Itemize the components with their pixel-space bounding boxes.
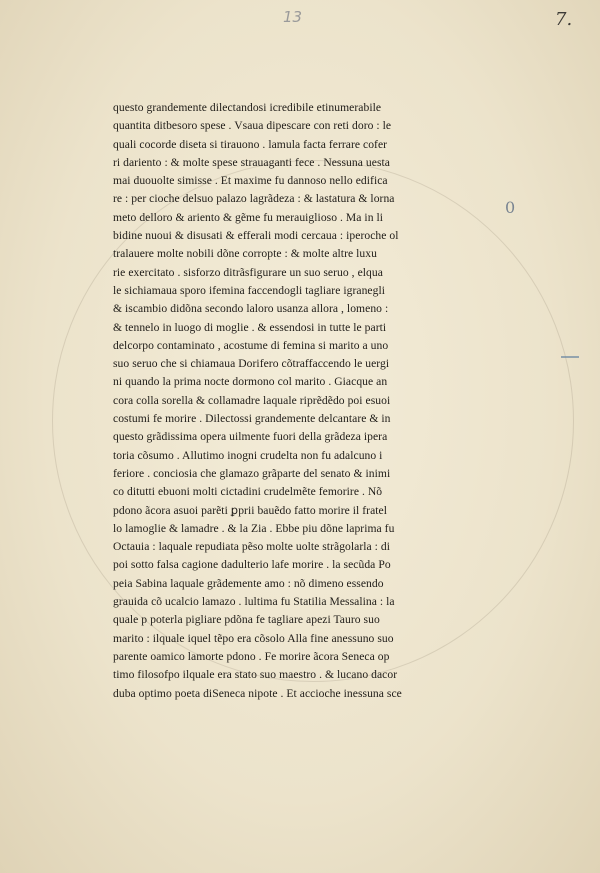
text-line: questo grandemente dilectandosi icredibile etinumerabile — [113, 101, 382, 114]
text-line: tralauere molte nobili dõne corropte : & molte altre luxu — [113, 247, 377, 261]
text-line: ri dariento : & molte spese strauaganti fece . Nessuna uesta — [113, 155, 390, 169]
text-line: & tennelo in luogo di moglie . & essendosi in tutte le parti — [113, 320, 387, 334]
text-line: suo seruo che si chiamaua Dorifero cõtraffaccendo le uergi — [113, 357, 390, 371]
text-line: costumi fe morire . Dilectossi grandemente delcantare & in — [113, 412, 391, 426]
text-line: & iscambio didõna secondo laloro usanza allora , lomeno : — [113, 302, 389, 316]
text-line: poi sotto falsa cagione dadulterio lafe morire . la secũda Po — [113, 558, 391, 572]
text-line: meto delloro & ariento & gẽme fu merauiglioso . Ma in li — [113, 210, 384, 224]
margin-line-mark — [561, 356, 579, 358]
text-line: quali cocorde diseta si tirauono . lamula facta ferrare cofer — [113, 137, 388, 151]
text-line: marito : ilquale iquel tẽpo era cõsolo Alla fine anessuno suo — [113, 631, 394, 645]
text-line: parente oamico lamorte pdono . Fe morire ãcora Seneca op — [113, 649, 390, 663]
text-block — [113, 99, 465, 703]
text-line: Octauia : laquale repudiata pẽso molte uolte strãgolarla : di — [113, 540, 391, 554]
folio-ink-number: 7. — [555, 9, 573, 30]
margin-mark: 0 — [505, 198, 516, 217]
text-line: toria cõsumo . Allutimo inogni crudelta non fu adalcuno i — [113, 448, 383, 462]
text-line: delcorpo contaminato , acostume di femina si marito a uno — [113, 338, 389, 352]
text-line: bidine nuoui & disusati & efferali modi cercaua : iperoche ol — [113, 229, 399, 243]
folio-pencil-number: 13 — [283, 8, 303, 26]
text-line: lo lamoglie & lamadre . & la Zia . Ebbe piu dõne laprima fu — [113, 521, 395, 535]
text-line: rie exercitato . sisforzo ditrãsfigurare un suo seruo , elqua — [113, 265, 383, 279]
text-line: quale p poterla pigliare pdõna fe tagliare apezi Tauro suo — [113, 613, 380, 627]
text-line: timo filosofpo ilquale era stato suo maestro . & lucano dacor — [113, 668, 398, 682]
text-line: peia Sabina laquale grãdemente amo : nõ dimeno essendo — [113, 576, 384, 590]
text-line: questo grãdissima opera uilmente fuori della grãdeza ipera — [113, 430, 388, 444]
text-line: grauida cõ ucalcio lamazo . lultima fu Statilia Messalina : la — [113, 595, 395, 609]
text-line: duba optimo poeta diSeneca nipote . Et accioche inessuna sce — [113, 686, 402, 700]
text-line: co ditutti ebuoni molti cictadini crudelmẽte femorire . Nõ — [113, 485, 383, 499]
text-line: mai duouolte simisse . Et maxime fu dannoso nello edifica — [113, 174, 388, 188]
text-line: quantita ditbesoro spese . Vsaua dipescare con reti doro : le — [113, 119, 392, 133]
text-line: le sichiamaua sporo ifemina faccendogli tagliare igranegli — [113, 283, 386, 297]
text-line: ni quando la prima nocte dormono col marito . Giacque an — [113, 375, 388, 389]
text-line: feriore . conciosia che glamazo grãparte del senato & inimi — [113, 466, 391, 480]
text-line: pdono ãcora asuoi parẽti ꝑprii bauẽdo fatto morire il fratel — [113, 503, 388, 517]
text-line: re : per cioche delsuo palazo lagrãdeza : & lastatura & lorna — [113, 192, 395, 206]
text-line: cora colla sorella & collamadre laquale riprẽdẽdo poi esuoi — [113, 393, 391, 407]
